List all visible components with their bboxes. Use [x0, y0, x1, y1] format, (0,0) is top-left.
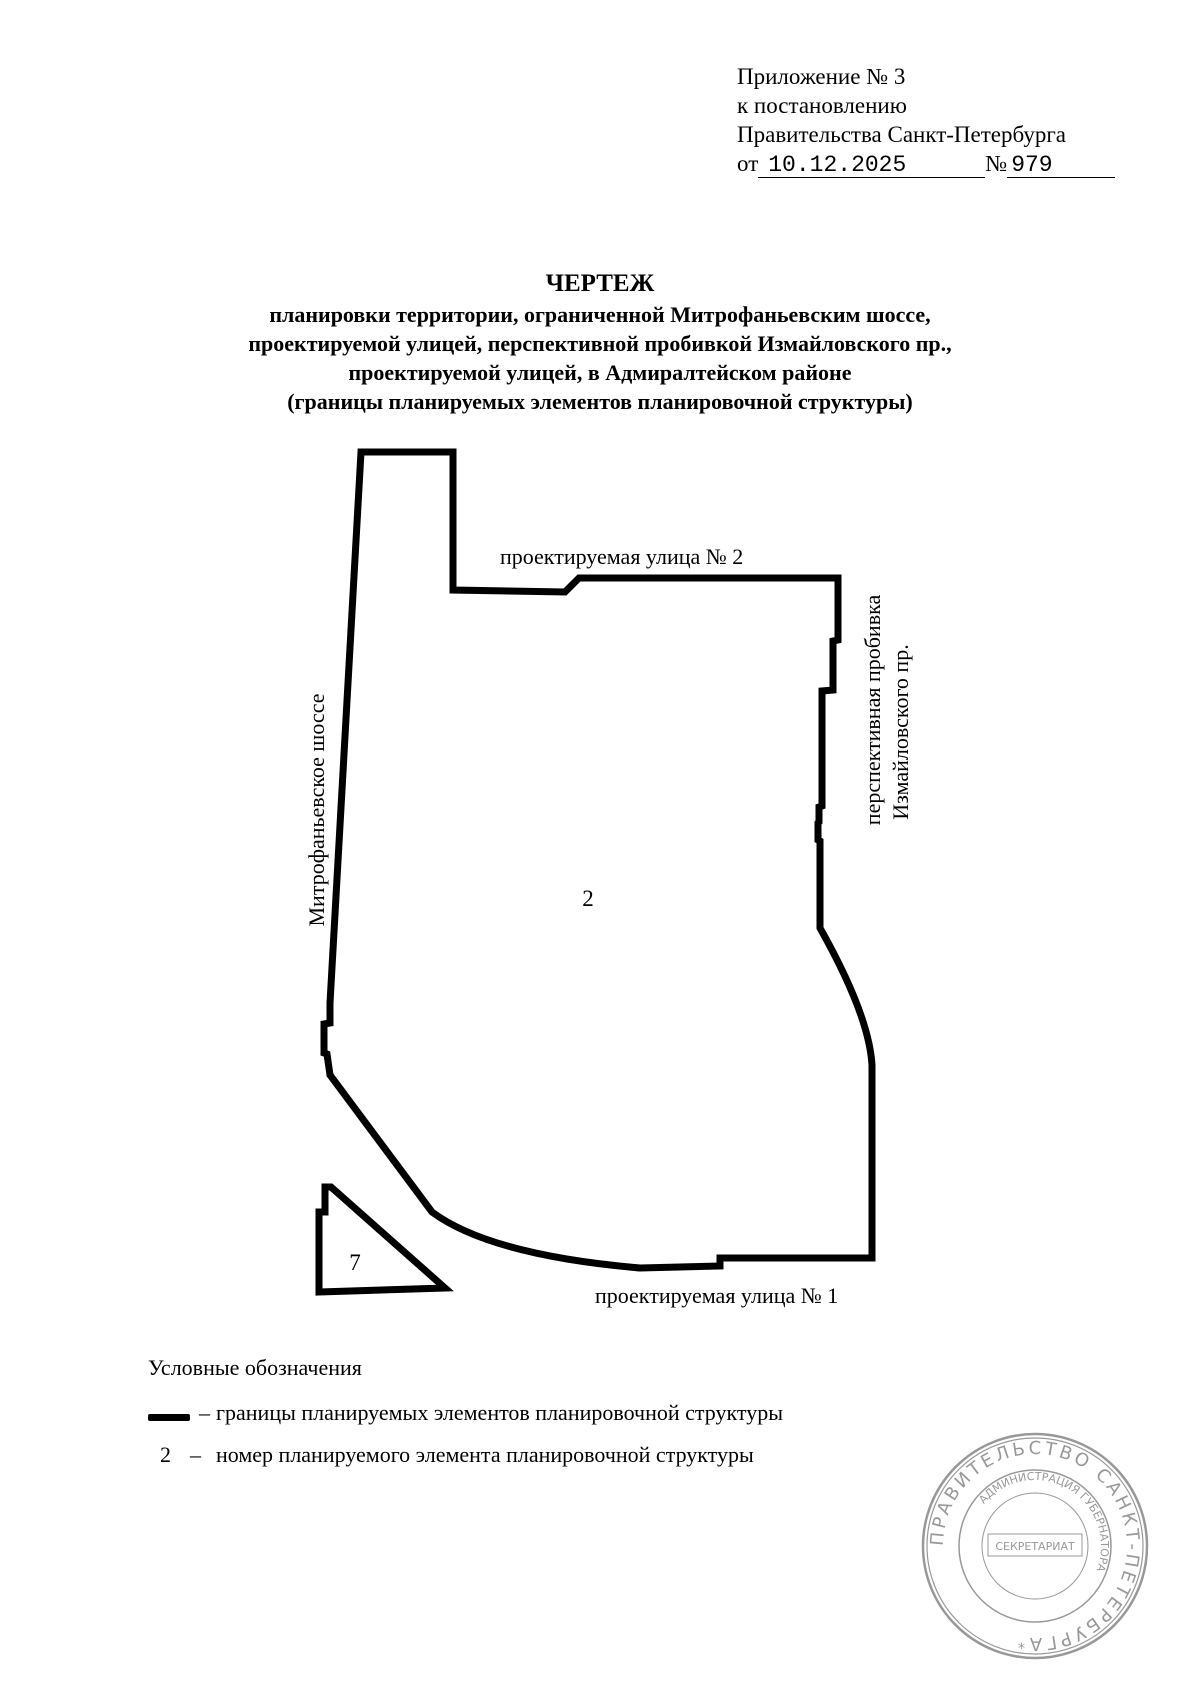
- legend-dash: –: [190, 1442, 201, 1467]
- label-izmailovsky-line-2: Измайловского пр.: [888, 644, 913, 820]
- subtitle-line-3: проектируемой улицей, в Адмиралтейском районе: [348, 360, 852, 385]
- resolution-date: 10.12.2025: [758, 153, 985, 178]
- date-prefix: от: [737, 151, 759, 176]
- legend-text-number: номер планируемого элемента планировочной структуры: [216, 1442, 754, 1467]
- element-number-7: 7: [349, 1250, 361, 1275]
- official-seal: [920, 1431, 1150, 1661]
- document-title: ЧЕРТЕЖ: [545, 270, 655, 297]
- subtitle-line-4: (границы планируемых элементов планировочной структуры): [287, 389, 913, 414]
- legend-title: Условные обозначения: [148, 1355, 362, 1380]
- appendix-line-2: к постановлению: [737, 93, 907, 118]
- element-2-boundary: [324, 452, 872, 1268]
- boundary-line-symbol: [148, 1414, 190, 1421]
- element-number-2: 2: [582, 886, 594, 911]
- label-izmailovsky-line-1: перспективная пробивка: [860, 594, 885, 826]
- subtitle-line-1: планировки территории, ограниченной Митрофаньевским шоссе,: [269, 302, 931, 327]
- legend-text-boundary: границы планируемых элементов планировочной структуры: [216, 1400, 784, 1425]
- seal-inner-text: АДМИНИСТРАЦИЯ ГУБЕРНАТОРА: [976, 1469, 1112, 1574]
- appendix-line-1: Приложение № 3: [737, 64, 906, 89]
- label-street-1: проектируемая улица № 1: [595, 1283, 839, 1308]
- legend-number-symbol: 2: [160, 1442, 171, 1467]
- label-street-2: проектируемая улица № 2: [500, 544, 744, 569]
- seal-star: *: [1018, 1641, 1025, 1657]
- seal-outer-text: ПРАВИТЕЛЬСТВО САНКТ-ПЕТЕРБУРГА: [926, 1437, 1144, 1655]
- resolution-number: 979: [1007, 153, 1115, 178]
- legend-dash: –: [199, 1400, 210, 1425]
- appendix-line-3: Правительства Санкт-Петербурга: [737, 122, 1066, 147]
- subtitle-line-2: проектируемой улицей, перспективной пробивкой Измайловского пр.,: [248, 331, 952, 356]
- number-prefix: №: [985, 151, 1008, 176]
- seal-center-text: СЕКРЕТАРИАТ: [995, 1540, 1075, 1553]
- label-mitrofanevskoe-shosse: Митрофаньевское шоссе: [304, 693, 329, 927]
